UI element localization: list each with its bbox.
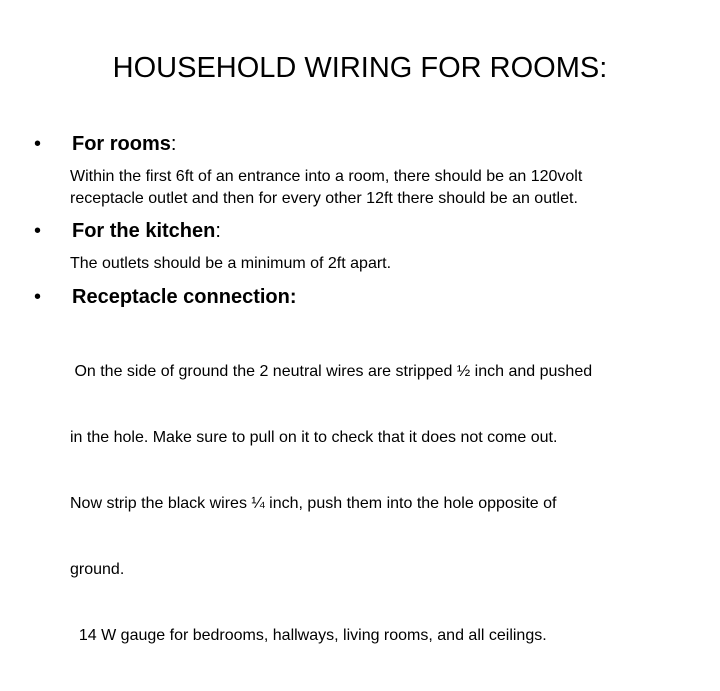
paragraph-line: 14 W gauge for bedrooms, hallways, living rooms, and all ceilings. (70, 627, 547, 644)
paragraph-for-the-kitchen (70, 253, 690, 275)
heading-suffix: : (215, 220, 221, 242)
paragraph-line: in the hole. Make sure to pull on it to check that it does not come out. (70, 429, 558, 446)
heading-label: For the kitchen (72, 220, 216, 242)
paragraph-line: Now strip the black wires ¼ inch, push them into the hole opposite of (70, 495, 557, 512)
paragraph-line: ground. (70, 561, 125, 578)
bullet-for-the-kitchen (34, 218, 694, 244)
heading-label: Receptacle connection: (72, 286, 297, 308)
slide-title: HOUSEHOLD WIRING FOR ROOMS: (112, 52, 608, 84)
bullet-receptacle-connection (34, 284, 694, 310)
paragraph-receptacle-connection (70, 317, 690, 691)
paragraph-line: receptacle outlet and then for every other 12ft there should be an outlet. (70, 190, 578, 207)
paragraph-line: The outlets should be a minimum of 2ft apart. (70, 255, 392, 272)
bullet-heading (72, 218, 221, 244)
paragraph-line: Within the first 6ft of an entrance into a room, there should be an 120volt (70, 168, 583, 185)
heading-label: For rooms (72, 133, 171, 155)
bullet-dot: • (34, 133, 42, 155)
bullet-dot: • (34, 220, 42, 242)
bullet-heading (72, 131, 176, 157)
bullet-dot: • (34, 286, 42, 308)
bullet-for-rooms (34, 131, 694, 157)
paragraph-for-rooms (70, 166, 690, 210)
bullet-heading (72, 284, 297, 310)
heading-suffix: : (170, 133, 177, 155)
paragraph-line: On the side of ground the 2 neutral wires are stripped ½ inch and pushed (70, 363, 593, 380)
